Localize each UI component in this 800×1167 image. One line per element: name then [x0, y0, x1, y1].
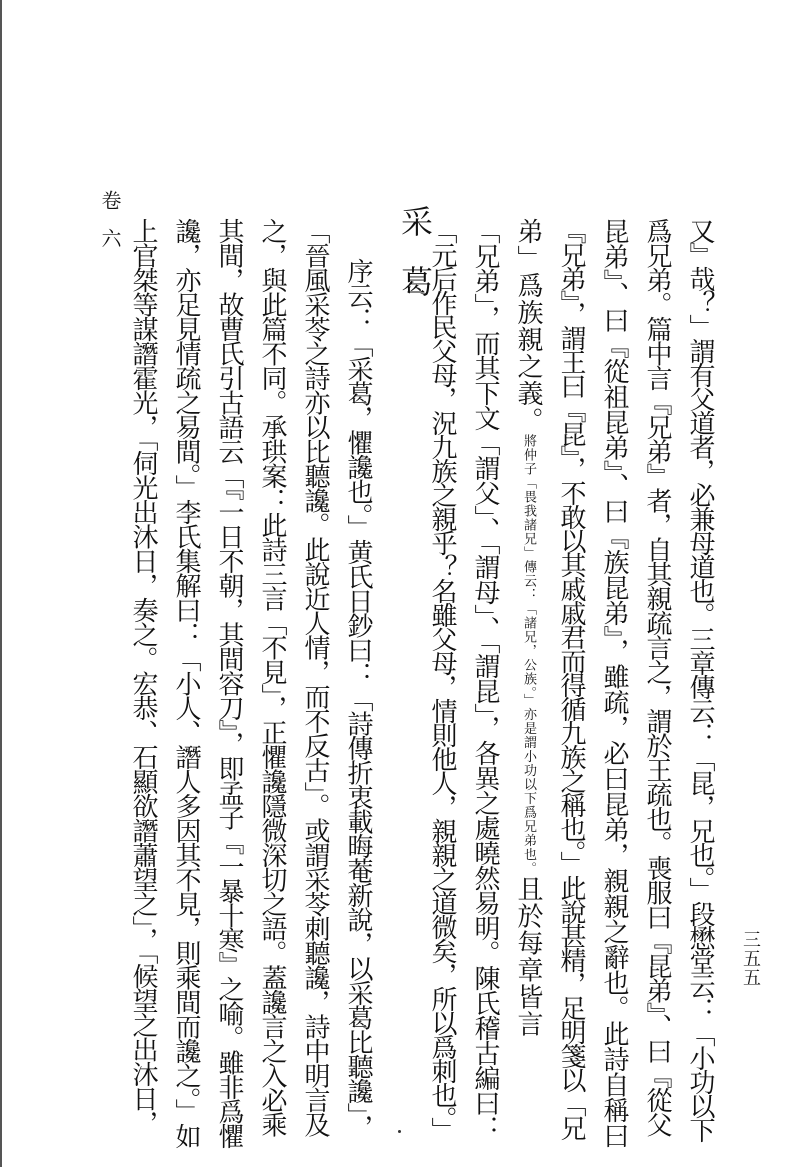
- column-text: 讒，亦足見情疏之易間。」李氏集解曰：「小人、譖人多因其不見，則乘間而讒之。」如: [171, 218, 201, 1148]
- text-column-12: [166, 218, 206, 1148]
- text-column-10: [252, 218, 292, 1136]
- text-column-2: [637, 218, 677, 1136]
- text-column-11: [209, 218, 249, 1148]
- text-column-1: [680, 218, 720, 1141]
- column-text: 其間，故曹氏引古語云「『一日不朝，其間容刀』，即孟子『一暴十寒』之喻。雖非爲懼: [214, 218, 244, 1148]
- column-text: 之，與此篇不同。承珙案：此詩三言「不見」，正懼讒隱微深切之語。蓋讒言之入必乘: [257, 218, 287, 1136]
- text-column-9: [295, 218, 335, 1136]
- interlinear-note: 將仲子「畏我諸兄」傳云：「諸兄，公族。」亦是謂小功以下爲兄弟也。: [521, 434, 536, 876]
- column-text: 弟」爲族親之義。: [513, 218, 543, 434]
- column-text: 爲兄弟。篇中言『兄弟』者，自其親疏言之，謂於王疏也。喪服曰『昆弟』、曰『從父: [642, 218, 672, 1136]
- running-head: 卷六: [98, 190, 122, 266]
- column-text: 序云：「采葛，懼讒也。」黄氏日鈔曰：「詩傳折衷載晦菴新說，以采葛比聽讒」，: [343, 258, 373, 1139]
- column-text: 『兄弟』，謂王曰『昆』，不敢以其戚戚君而得循九族之稱也。」此說甚精，足明箋以「兄: [556, 218, 586, 1139]
- text-column-13: [123, 218, 163, 1135]
- text-column-8: [338, 258, 378, 1139]
- scan-speck: [398, 1130, 401, 1133]
- section-heading: 采葛: [396, 205, 434, 325]
- column-text: 「元后作民父母，況九族之親乎？名雖父母，情則他人，親親之道微矣，所以爲刺也。」: [427, 218, 457, 1141]
- text-column-6: [465, 218, 505, 1140]
- column-text: 昆弟』、曰『從祖昆弟』、曰『族昆弟』，雖疏，必曰昆弟，親親之辭也。此詩自稱曰: [599, 218, 629, 1148]
- text-column-3: [594, 218, 634, 1148]
- column-text: 且於每章皆言: [513, 875, 543, 1038]
- column-text: 「兄弟」，而其下文「謂父」、「謂母」、「謂昆」，各異之處曉然易明。陳氏稽古編曰：: [470, 218, 500, 1140]
- column-text: 「晉風采苓之詩亦以比聽讒。此說近人情，而不反古」。或謂采苓刺聽讒，詩中明言及: [300, 218, 330, 1136]
- column-text: 上官桀等謀譖霍光，「伺光出沐日，奏之。宏恭、石顯欲譖蕭望之」，「候望之出沐日，: [128, 218, 158, 1135]
- text-column-4: [551, 218, 591, 1139]
- column-text: 又』哉？」謂有父道者，必兼母道也。三章傳云：「昆，兄也。」段懋堂云：「小功以下: [685, 218, 715, 1141]
- text-column-7: [422, 218, 462, 1141]
- page-edge-rule: [0, 0, 2, 1167]
- text-column-5: [508, 218, 548, 1038]
- page-number: 三五五: [740, 930, 761, 987]
